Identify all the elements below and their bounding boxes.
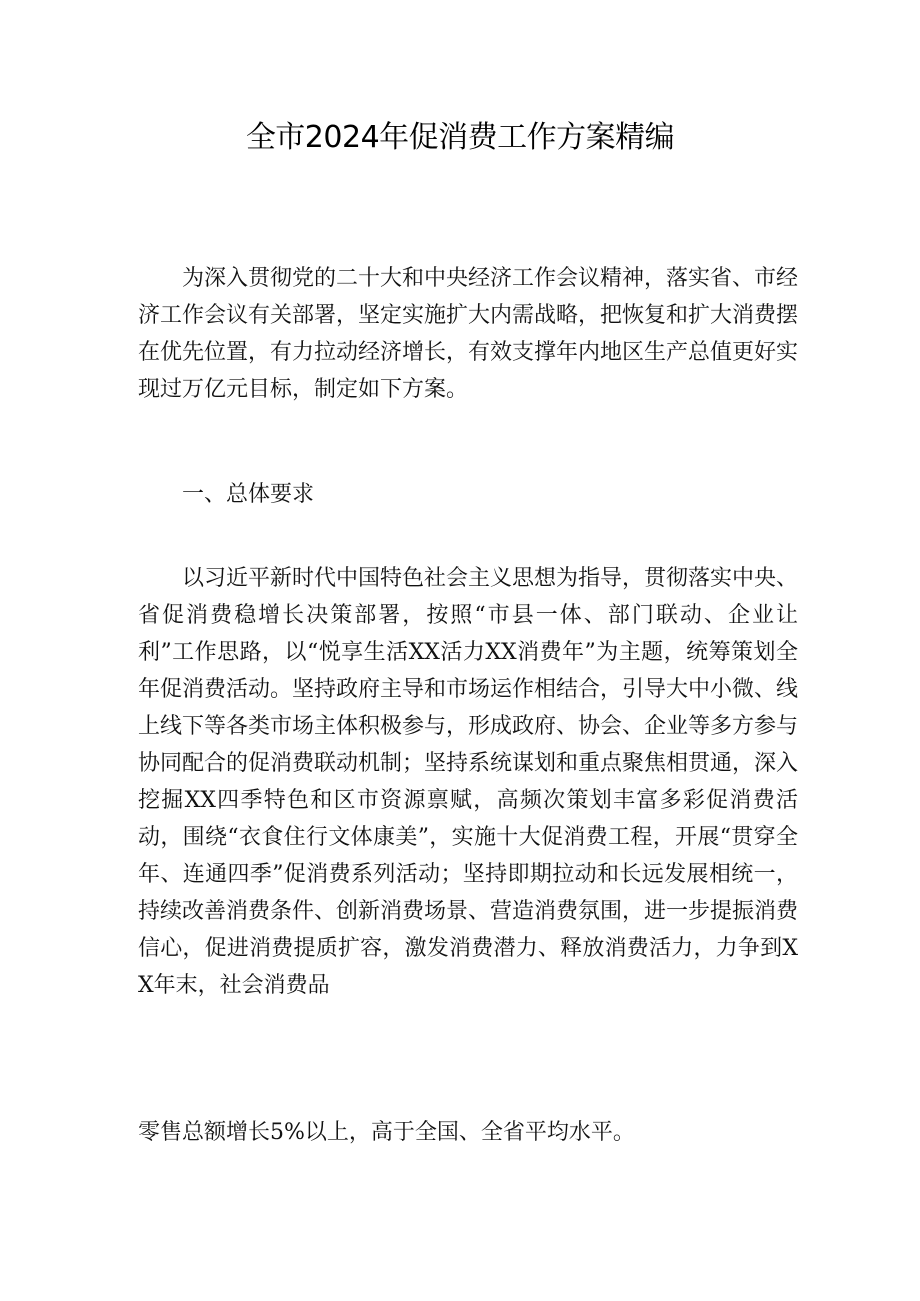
section-heading-overall-requirements: 一、总体要求: [182, 482, 315, 507]
section-paragraph: 以习近平新时代中国特色社会主义思想为指导，贯彻落实中央、省促消费稳增长决策部署，按照“市县一体、部门联动、企业让利”工作思路，以“悦享生活XX活力XX消费年”为主题，统筹策划全年促消费活动。坚持政府主导和市场运作相结合，引导大中小微、线上线下等各类市场主体积极参与，形成政府、协会、企业等多方参与协同配合的促消费联动机制；坚持系统谋划和重点聚焦相贯通，深入挖掘XX四季特色和区市资源禀赋，高频次策划丰富多彩促消费活动，围绕“衣食住行文体康美”，实施十大促消费工程，开展“贯穿全年、连通四季”促消费系列活动；坚持即期拉动和长远发展相统一，持续改善消费条件、创新消费场景、营造消费氛围，进一步提振消费信心，促进消费提质扩容，激发消费潜力、释放消费活力，力争到XX年末，社会消费品: [138, 566, 799, 998]
intro-paragraph: 为深入贯彻党的二十大和中央经济工作会议精神，落实省、市经济工作会议有关部署，坚定实施扩大内需战略，把恢复和扩大消费摆在优先位置，有力拉动经济增长，有效支撑年内地区生产总值更好实现过万亿元目标，制定如下方案。: [138, 266, 799, 402]
section-paragraph-continuation: 零售总额增长5%以上，高于全国、全省平均水平。: [138, 1120, 635, 1145]
document-title: 全市2024年促消费工作方案精编: [245, 120, 675, 155]
